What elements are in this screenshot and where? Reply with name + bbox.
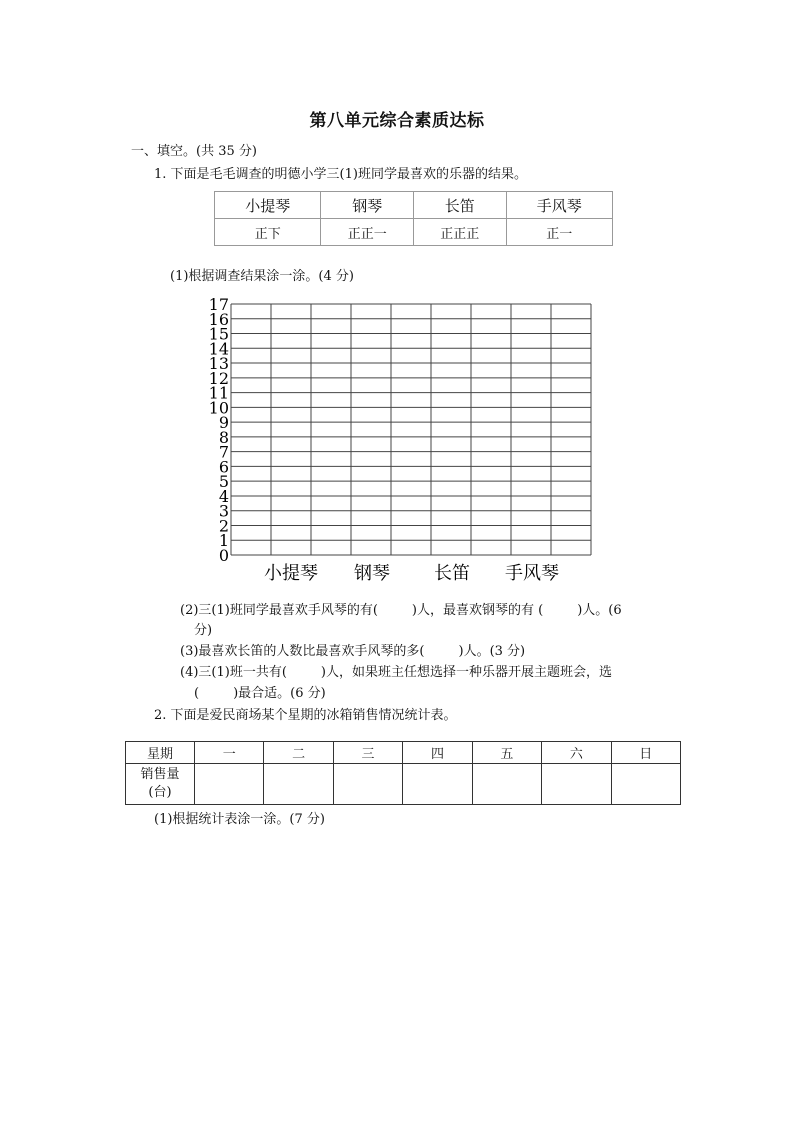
sales-cell[interactable] (264, 764, 333, 805)
y-tick-label: 5 (218, 472, 229, 492)
instrument-header-flute: 长笛 (413, 192, 506, 219)
y-tick-label: 8 (218, 427, 229, 447)
day-header: 二 (264, 742, 333, 764)
x-category-label: 小提琴 (264, 563, 318, 584)
day-header: 五 (472, 742, 541, 764)
q1-2-text-b: )人，最喜欢钢琴的有 ( (411, 603, 544, 618)
y-tick-label: 11 (208, 383, 229, 403)
y-tick-label: 12 (208, 368, 229, 388)
header-label-weekday: 星期 (126, 742, 195, 764)
question-2-part-1: (1)根据统计表涂一涂。(7 分) (154, 812, 325, 827)
tally-flute: 正正正 (413, 219, 506, 246)
tally-violin: 正下 (215, 219, 321, 246)
y-tick-label: 0 (218, 546, 229, 565)
y-tick-label: 17 (208, 295, 229, 314)
q1-3-text-a: (3)最喜欢长笛的人数比最喜欢手风琴的多( (180, 644, 425, 659)
day-header: 四 (403, 742, 472, 764)
q1-4-text-b: )人，如果班主任想选择一种乐器开展主题班会，选 (320, 665, 612, 680)
y-tick-label: 13 (208, 354, 229, 374)
q1-2-text-a: (2)三(1)班同学最喜欢手风琴的有( (180, 603, 378, 618)
tally-accordion: 正一 (506, 219, 612, 246)
bar-chart-grid (195, 292, 605, 592)
sales-cell[interactable] (611, 764, 680, 805)
y-tick-label: 1 (218, 531, 229, 551)
y-tick-label: 4 (218, 486, 229, 506)
sales-cell[interactable] (195, 764, 264, 805)
question-1-stem: 1. 下面是毛毛调查的明德小学三(1)班同学最喜欢的乐器的结果。 (154, 167, 527, 182)
question-1-part-3 (180, 640, 525, 659)
sales-cell[interactable] (403, 764, 472, 805)
y-tick-label: 15 (208, 324, 229, 344)
question-1-part-1: (1)根据调查结果涂一涂。(4 分) (170, 269, 354, 284)
sales-label: 销售量 (140, 767, 180, 782)
y-tick-label: 6 (218, 457, 229, 477)
q1-2-text-c: )人。(6 (577, 603, 622, 618)
y-tick-label: 2 (218, 516, 229, 536)
day-header: 日 (611, 742, 680, 764)
x-category-label: 手风琴 (505, 563, 559, 584)
x-category-label: 钢琴 (354, 563, 390, 584)
y-tick-label: 16 (208, 309, 229, 329)
y-tick-label: 7 (218, 442, 229, 462)
x-category-label: 长笛 (434, 563, 470, 584)
q1-4-text-a: (4)三(1)班一共有( (180, 665, 287, 680)
question-1-part-4-cont (194, 682, 326, 701)
row-label-sales (126, 764, 195, 805)
sales-cell[interactable] (542, 764, 611, 805)
question-2-stem: 2. 下面是爱民商场某个星期的冰箱销售情况统计表。 (154, 708, 457, 723)
question-1-part-2-points: 分) (194, 623, 213, 638)
day-header: 三 (333, 742, 402, 764)
y-tick-label: 9 (218, 413, 229, 433)
question-1-part-2 (180, 599, 622, 618)
q1-3-text-b: )人。(3 分) (458, 644, 526, 659)
q1-4-text-c: ( (194, 686, 200, 701)
y-tick-label: 3 (218, 501, 229, 521)
question-1-part-4 (180, 661, 612, 680)
weekly-sales-table (125, 741, 681, 805)
tally-table (214, 191, 613, 246)
y-tick-label: 10 (208, 398, 229, 418)
day-header: 六 (542, 742, 611, 764)
y-tick-label: 14 (208, 339, 229, 359)
sales-cell[interactable] (472, 764, 541, 805)
day-header: 一 (195, 742, 264, 764)
instrument-header-piano: 钢琴 (321, 192, 414, 219)
q1-4-text-d: )最合适。(6 分) (233, 686, 326, 701)
page-title: 第八单元综合素质达标 (309, 111, 485, 131)
section-1-heading: 一、填空。(共 35 分) (131, 144, 257, 159)
sales-cell[interactable] (333, 764, 402, 805)
sales-unit: (台) (148, 785, 172, 800)
instrument-header-accordion: 手风琴 (506, 192, 612, 219)
instrument-header-violin: 小提琴 (215, 192, 321, 219)
tally-piano: 正正一 (321, 219, 414, 246)
